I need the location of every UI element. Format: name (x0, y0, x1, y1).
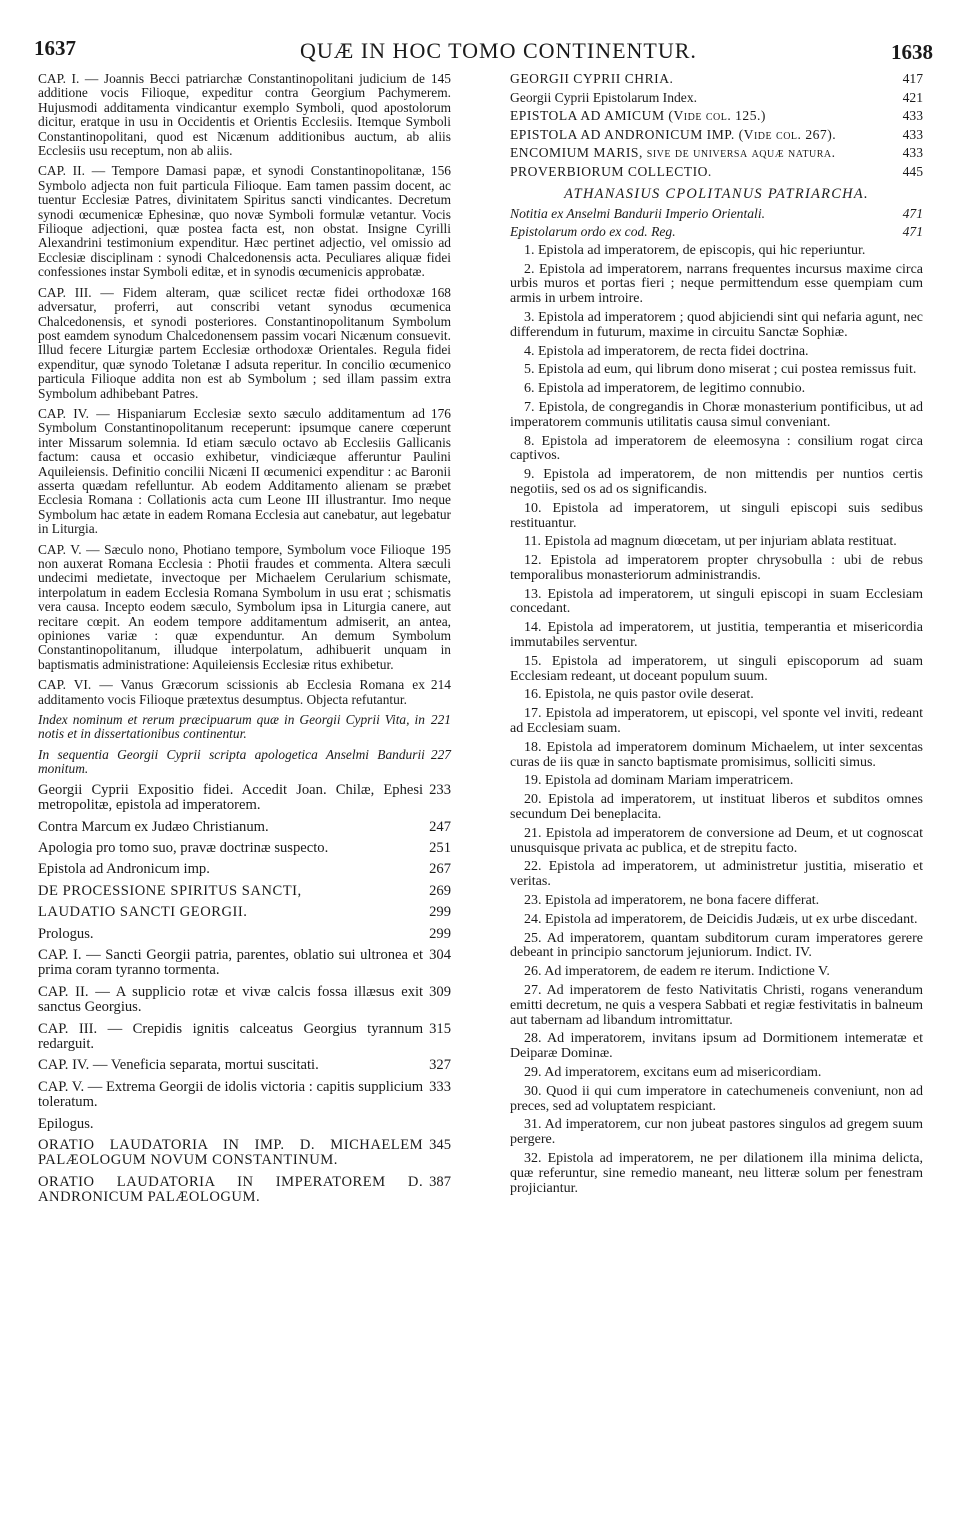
letter-entry: 25. Ad imperatorem, quantam subditorum curam imperatores gerere debeant in principio sanctorum jejuniorum. Indict. IV. (510, 930, 923, 961)
entry-text: ORATIO LAUDATORIA IN IMPERATOREM D. ANDRONICUM PALÆOLOGUM. (38, 1173, 424, 1206)
chapter-entry (38, 678, 451, 707)
entry-text: CAP. I. — Joannis Becci patriarchæ Constantinopolitani judicium de additione vocis Filioque, expeditur contra Georgium Pachymerem. Hujusmodi additamenta vindicantur exemplo Symboli, quod apostolorum dicitur, eratque in usu in Occidentis et Orientis Ecclesiis. Itemque Symboli Constantinopolitani, quod est Nicænum additionibus auctum, ab aliis Ecclesiis usu receptum, non ab aliis. (38, 71, 451, 159)
entry-text: LAUDATIO SANCTI GEORGII. (38, 904, 248, 921)
page-number: 267 (429, 861, 451, 878)
letter-entry: 24. Epistola ad imperatorem, de Deicidis Judæis, ut ex urbe discedant. (524, 911, 918, 927)
letter-entry: 28. Ad imperatorem, invitans ipsum ad Dormitionem intemeratæ et Deiparæ Dominæ. (510, 1031, 923, 1062)
entry-text: Notitia ex Anselmi Bandurii Imperio Orientali. (510, 205, 765, 221)
entry-text: CAP. VI. — Vanus Græcorum scissionis ab Ecclesia Romana ex additamento vocis Filioque prætextus desumptus. Objecta refutantur. (38, 677, 425, 707)
page-number: 195 (430, 541, 451, 557)
left-column (38, 72, 451, 1212)
italic-entry (38, 713, 451, 742)
page-number: 176 (430, 405, 451, 421)
page-number: 227 (430, 746, 451, 762)
entry-text: Epilogus. (38, 1115, 94, 1132)
chapter-entry (38, 286, 451, 401)
page-number: 315 (429, 1020, 451, 1037)
letter-entry: 14. Epistola ad imperatorem, ut justitia, temperantia et misericordia immutabiles serventur. (510, 620, 923, 651)
entry-text: CAP. IV. — Hispaniarum Ecclesiæ sexto sæculo additamentum ad Symbolum Constantinopolitanum receperunt: ipsumque canere cœperunt inter Missarum solemnia. Id etiam sæculo octavo ab Ecclesiis Gallicanis factum: causa et occasio exhibetur, vindiciæque afferuntur Paulini Aquileiensis. Definitio concilii Nicæni II œcumenici expenditur : ac Baronii asserta quædam refelluntur. Ab eodem Additamento alienam se præbet Ecclesia Romana : Collationis acta cum Leone III illustrantur. Imo neque Symbolum hac ætate in eadem Romana Ecclesia aut canebatur, aut legebatur in Liturgia. (38, 405, 451, 537)
entry-text: Prologus. (38, 925, 94, 942)
letter-entry: 21. Epistola ad imperatorem de conversione ad Deum, et ut cognoscat unusquisque privata ac publica, et de strepitu facto. (510, 825, 923, 856)
letter-entry: 6. Epistola ad imperatorem, de legitimo connubio. (524, 381, 806, 397)
entry-text: In sequentia Georgii Cyprii scripta apologetica Anselmi Bandurii monitum. (38, 746, 425, 777)
page-number: 345 (429, 1137, 451, 1153)
page-number: 221 (430, 712, 451, 728)
letter-entry: 4. Epistola ad imperatorem, de recta fidei doctrina. (524, 343, 809, 359)
page-number: 168 (430, 284, 451, 300)
letter-entry: 16. Epistola, ne quis pastor ovile deserat. (524, 687, 754, 703)
letter-entry: 13. Epistola ad imperatorem, ut singuli episcopi in suam Ecclesiam concedant. (510, 586, 923, 617)
chapter-entry (38, 72, 451, 158)
entry-text: CAP. II. — A supplicio rotæ et vivæ calcis fossa illæsus exit sanctus Georgius. (38, 983, 424, 1016)
letter-entry: 17. Epistola ad imperatorem, ut episcopi, vel sponte vel inviti, redeant ad Ecclesiam suam. (510, 706, 923, 737)
italic-entry (510, 225, 923, 240)
page-number: 471 (902, 205, 923, 221)
right-column (510, 72, 923, 1200)
entry-text: CAP. III. — Crepidis ignitis calceatus Georgius tyrannum redarguit. (38, 1020, 424, 1052)
letter-entry: 29. Ad imperatorem, excitans eum ad misericordiam. (524, 1065, 822, 1080)
page-number: 433 (902, 126, 923, 142)
italic-entry (38, 748, 451, 777)
page-number: 247 (429, 818, 451, 835)
letter-entry: 22. Epistola ad imperatorem, ut administretur justitia, miseratio et veritas. (510, 859, 923, 890)
entry-text: CAP. V. — Sæculo nono, Photiano tempore, Symbolum voce Filioque non auxerat Romana Ecclesia : Photii fraudes et commenta. Altera sæculi undecimi medietate, invectoque per Michaelem Cerularium schismate, interpolatum in eadem Ecclesia Romana Symbolum in usu erat ; schismatis vera causa. Incepto eodem sæculo, Symbolum ipsa in Liturgia canere, aut recitare cœpit. An eodem tempore additamentum admiserit, an antea, opiniones variæ : quæ expenduntur. An demum Symbolum Constantinopolitanum, illudque interpolatum, adhibuerit unquam in baptismatis administratione: Aquileiensis Ecclesiæ ritus exhibetur. (38, 541, 451, 672)
work-entry (38, 1138, 451, 1169)
section-heading: ATHANASIUS CPOLITANUS PATRIARCHA. (564, 185, 869, 202)
entry-text: ENCOMIUM MARIS, sive de universa aquæ natura. (510, 145, 836, 161)
page-number: 433 (902, 108, 923, 124)
page-number: 156 (430, 163, 451, 179)
entry-text: EPISTOLA AD ANDRONICUM IMP. (Vide col. 267). (510, 126, 837, 142)
work-entry (38, 841, 451, 856)
work-entry (38, 862, 451, 877)
entry-text: Contra Marcum ex Judæo Christianum. (38, 818, 269, 835)
page-number: 233 (429, 781, 451, 798)
letter-entry: 11. Epistola ad magnum diœcetam, ut per injuriam ablata restituat. (524, 534, 897, 550)
letter-entry: 10. Epistola ad imperatorem, ut singuli episcopi suis sedibus restituantur. (510, 500, 923, 531)
work-entry (38, 905, 451, 920)
page-number: 471 (902, 224, 923, 240)
work-entry (38, 820, 451, 835)
entry-text: PROVERBIORUM COLLECTIO. (510, 163, 712, 179)
letter-entry: 8. Epistola ad imperatorem de eleemosyna : consilium rogat circa captivos. (510, 433, 923, 464)
entry-text: CAP. II. — Tempore Damasi papæ, et synodi Constantinopolitanæ, Symbolo adjecta non fuit particula Filioque. Eam tamen passim docent, ac tuentur Ecclesiæ Patres, divinitatem Spiritus sancti vindicantes. Decretum synodi œcumenicæ Ephesinæ, quo novæ Symboli formulæ vetantur. Vocis Filioque adjectioni, quæ postea facta est, non obstat. Insigne Cyrilli Alexandrini testimonium expenditur. Hæc pertinet adjectio, vel omissio ad Ecclesiæ disciplinam : synodi Chalcedonensis acta. Peculiares aliquæ fidei confessiones instar Symboli editæ, et in synodis œcumenicis approbatæ. (38, 163, 451, 280)
page-number: 269 (429, 882, 451, 899)
page-number: 421 (902, 89, 923, 105)
letter-entry: 30. Quod ii qui cum imperatore in catechumeneis conveniunt, non ad preces, sed ad voluptatem respiciant. (510, 1083, 923, 1114)
letter-entry: 18. Epistola ad imperatorem dominum Michaelem, ut inter sexcentas curas de iis quæ in sancto baptismate promisimus, solliciti simus. (510, 739, 923, 770)
letter-entry: 27. Ad imperatorem de festo Nativitatis Christi, rogans venerandum emitti decretum, ne quis a vespera Sabbati et regiæ festivitatis in balneum aut tabernam ad libandum intromittatur. (510, 983, 923, 1028)
work-entry (510, 128, 923, 143)
chapter-entry (38, 985, 451, 1016)
page-number: 387 (429, 1173, 451, 1190)
running-title: QUÆ IN HOC TOMO CONTINENTUR. (300, 38, 697, 63)
chapter-entry (38, 407, 451, 537)
work-entry (510, 109, 923, 124)
entry-text: CAP. V. — Extrema Georgii de idolis victoria : capitis supplicium toleratum. (38, 1078, 424, 1111)
letter-entry: 31. Ad imperatorem, cur non jubeat pastores singulos ad gregem suum pergere. (510, 1117, 923, 1148)
work-entry (38, 927, 451, 942)
letter-entry: 26. Ad imperatorem, de eadem re iterum. Indictione V. (524, 964, 830, 980)
work-entry (38, 783, 451, 814)
chapter-entry (38, 1022, 451, 1053)
letter-entry: 1. Epistola ad imperatorem, de episcopis, qui hic reperiuntur. (524, 242, 866, 258)
chapter-entry (38, 164, 451, 279)
letter-entry: 12. Epistola ad imperatorem propter chrysobulla : ubi de rebus temporalibus monasteriorum administrandis. (510, 553, 923, 583)
work-entry (38, 1175, 451, 1206)
chapter-entry (38, 1080, 451, 1111)
left-column-number: 1637 (34, 36, 76, 60)
letter-entry: 20. Epistola ad imperatorem, ut instituat liberos et subditos omnes secundum Dei beneplacita. (510, 792, 923, 823)
letter-entry: 32. Epistola ad imperatorem, ne per dilationem illa minima delicta, quæ referuntur, sine remedio maneant, neu litteræ solum per fenestram projiciantur. (510, 1150, 923, 1196)
page-number: 304 (429, 946, 451, 963)
page-number: 251 (429, 839, 451, 856)
entry-text: Georgii Cyprii Expositio fidei. Accedit Joan. Chilæ, Ephesi metropolitæ, epistola ad imperatorem. (38, 781, 424, 814)
work-entry (510, 72, 923, 87)
letter-entry: 15. Epistola ad imperatorem, ut singuli episcoporum ad suam Ecclesiam redeant, ut doceant populum suum. (510, 653, 923, 684)
page-number: 309 (429, 983, 451, 1000)
entry-text: GEORGII CYPRII CHRIA. (510, 71, 674, 86)
entry-text: EPISTOLA AD AMICUM (Vide col. 125.) (510, 108, 766, 124)
chapter-entry (38, 948, 451, 979)
page-number: 214 (430, 677, 451, 693)
work-entry (510, 146, 923, 161)
letter-entry: 9. Epistola ad imperatorem, de non mittendis per nuntios certis negotiis, sed os ad os significandis. (510, 467, 923, 497)
letter-entry: 2. Epistola ad imperatorem, narrans frequentes incursus maxime circa urbis muros et portas fieri ; neque permittendum esse quempiam cum armis in urbem introire. (510, 261, 923, 307)
work-entry (38, 884, 451, 899)
entry-text: CAP. IV. — Veneficia separata, mortui suscitati. (38, 1057, 319, 1074)
chapter-entry (38, 1058, 451, 1073)
page-number: 433 (902, 145, 923, 161)
letter-entry: 19. Epistola ad dominam Mariam imperatricem. (524, 773, 794, 789)
right-column-number: 1638 (891, 40, 933, 64)
work-entry (510, 165, 923, 180)
letter-entry: 3. Epistola ad imperatorem ; quod abjiciendi sint qui nefaria agunt, nec differendum in futurum, maxime in circuitu Sanctæ Sophiæ. (510, 309, 923, 340)
letter-entry: 5. Epistola ad eum, qui librum dono miserat ; cui postea remissus fuit. (524, 362, 917, 378)
chapter-entry (38, 543, 451, 673)
entry-text: ORATIO LAUDATORIA IN IMP. D. MICHAELEM PALÆOLOGUM NOVUM CONSTANTINUM. (38, 1137, 424, 1169)
entry-text: Index nominum et rerum præcipuarum quæ in Georgii Cyprii Vita, in notis et in dissertationibus continentur. (38, 712, 425, 742)
page-number: 333 (429, 1078, 451, 1095)
entry-text: Epistolarum ordo ex cod. Reg. (510, 224, 676, 240)
page-number: 417 (902, 71, 923, 86)
page-number: 445 (902, 163, 923, 179)
entry-text: DE PROCESSIONE SPIRITUS SANCTI, (38, 882, 302, 899)
entry-text: Epistola ad Andronicum imp. (38, 861, 210, 878)
page-number: 327 (429, 1057, 451, 1074)
page-number: 299 (429, 904, 451, 921)
italic-entry (510, 207, 923, 222)
entry-text: Georgii Cyprii Epistolarum Index. (510, 89, 698, 105)
entry-text: CAP. I. — Sancti Georgii patria, parentes, oblatio sui ultronea et prima coram tyranno tormenta. (38, 946, 424, 979)
page-number: 145 (430, 71, 451, 86)
work-entry (510, 91, 923, 106)
letter-entry: 7. Epistola, de congregandis in Choræ monasterium pontificibus, ut ad imperatorem communis utilitatis causa simul conveniant. (510, 399, 923, 430)
page-number: 299 (429, 925, 451, 942)
entry-text: CAP. III. — Fidem alteram, quæ scilicet rectæ fidei orthodoxæ adversatur, proferri, aut conscribi vetant synodus œcumenica Chalcedonensis, et synodi posteriores. Constantinopolitanum Symbolum post eamdem synodum Chalcedonensem passim vocari Nicænum consuevit. Illud fecere Liturgiæ partem Ecclesiæ orthodoxæ Orientales. Regula fidei expenditur, quæ synodo Toletanæ I adsuta reperitur. In concilio œcumenico particula Filioque addita non est ab Symbolum ; sed illam passim extra Symbolum adhibebant Patres. (38, 284, 451, 401)
work-entry (38, 1117, 451, 1132)
letter-entry: 23. Epistola ad imperatorem, ne bona facere differat. (524, 893, 820, 909)
entry-text: Apologia pro tomo suo, pravæ doctrinæ suspecto. (38, 839, 329, 856)
